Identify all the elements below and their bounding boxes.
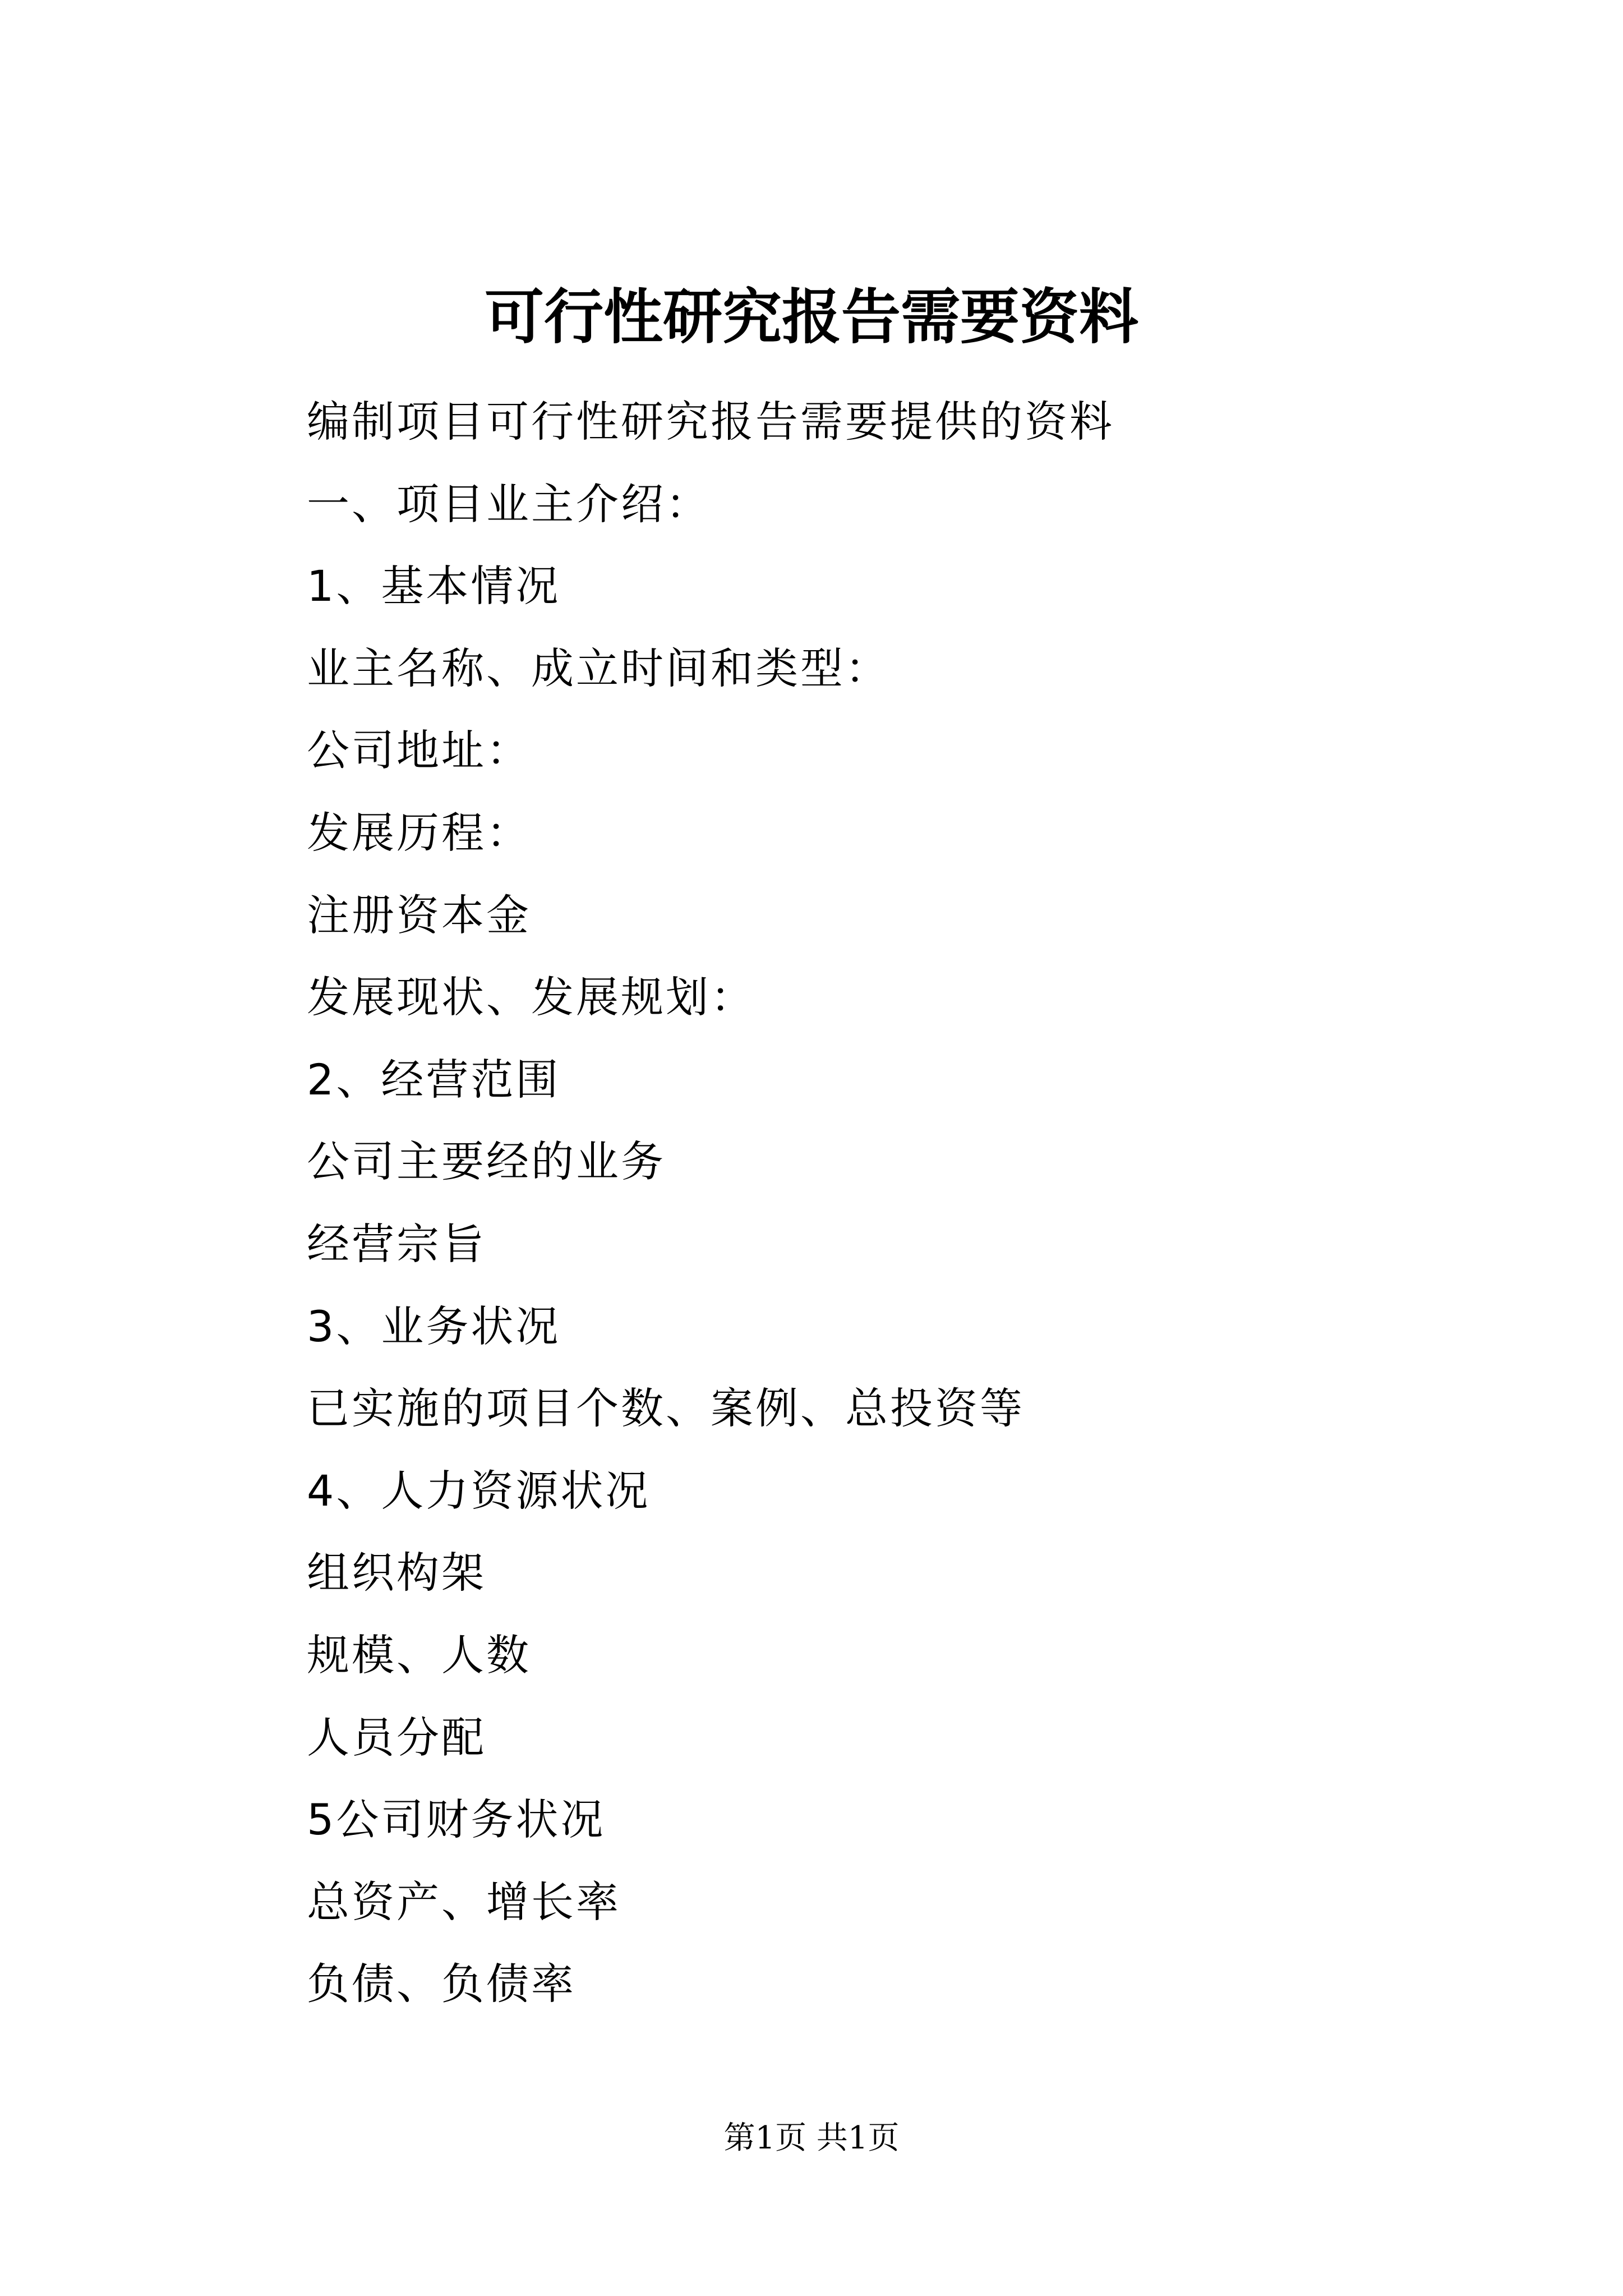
text-line: 5公司财务状况: [307, 1795, 606, 1845]
text-line: 已实施的项目个数、案例、总投资等: [307, 1383, 1025, 1434]
text-line: 发展历程：: [307, 807, 531, 858]
text-line: 组织构架: [307, 1548, 486, 1598]
text-line: 负债、负债率: [307, 1959, 576, 2009]
text-line: 业主名称、成立时间和类型：: [307, 643, 890, 693]
text-line: 注册资本金: [307, 890, 531, 940]
document-title: 可行性研究报告需要资料: [485, 282, 1138, 352]
text-line: 经营宗旨: [307, 1218, 486, 1269]
text-line: 2、经营范围: [307, 1054, 561, 1105]
text-line: 人员分配: [307, 1712, 486, 1763]
text-line: 4、人力资源状况: [307, 1465, 651, 1516]
text-line: 3、业务状况: [307, 1301, 561, 1351]
document-body: [307, 381, 1114, 2026]
text-line: 一、项目业主介绍：: [307, 478, 711, 529]
text-line: 发展现状、发展规划：: [307, 972, 755, 1023]
text-line: 1、基本情况: [307, 561, 561, 611]
text-line: 总资产、增长率: [307, 1876, 621, 1927]
page-footer: 第1页 共1页: [723, 2120, 900, 2156]
text-line: 公司主要经的业务: [307, 1137, 666, 1187]
text-line: 编制项目可行性研究报告需要提供的资料: [307, 397, 1114, 447]
text-line: 公司地址：: [307, 725, 531, 776]
text-line: 规模、人数: [307, 1630, 531, 1680]
